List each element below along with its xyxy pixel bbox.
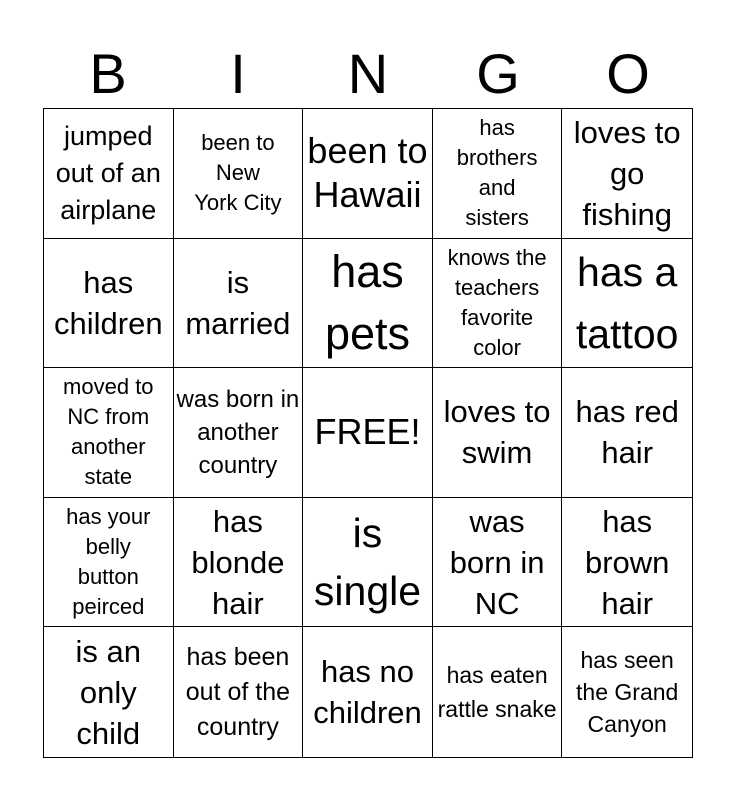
bingo-cell[interactable] [562, 368, 692, 498]
bingo-header [43, 42, 693, 106]
bingo-cell[interactable] [562, 627, 692, 757]
cell-text: jumped out of an airplane [55, 120, 161, 225]
cell-text: has your belly button peirced [66, 504, 151, 620]
bingo-cell[interactable] [174, 109, 304, 239]
bingo-cell[interactable] [44, 498, 174, 628]
free-space-cell[interactable] [303, 368, 433, 498]
bingo-cell[interactable] [303, 627, 433, 757]
cell-text: has pets [324, 245, 411, 359]
cell-text: has seen the Grand Canyon [576, 647, 679, 738]
cell-text: is married [185, 264, 291, 341]
cell-text: has brothers and sisters [456, 115, 538, 231]
header-letter-b: B [89, 42, 127, 105]
bingo-cell[interactable] [44, 627, 174, 757]
header-letter-n: N [347, 42, 389, 105]
cell-text: has a tattoo [575, 248, 679, 357]
cell-text: has eaten rattle snake [437, 662, 557, 723]
bingo-cell[interactable] [44, 368, 174, 498]
cell-text: has blonde hair [191, 503, 285, 621]
cell-text: loves to swim [443, 394, 551, 471]
bingo-cell[interactable] [433, 627, 563, 757]
bingo-cell[interactable] [433, 498, 563, 628]
bingo-cell[interactable] [44, 239, 174, 369]
cell-text: has no children [313, 654, 422, 731]
bingo-cell[interactable] [433, 109, 563, 239]
bingo-cell[interactable] [562, 498, 692, 628]
bingo-cell[interactable] [174, 627, 304, 757]
cell-text: knows the teachers favorite color [447, 244, 547, 360]
bingo-cell[interactable] [433, 368, 563, 498]
bingo-cell[interactable] [303, 109, 433, 239]
cell-text: has brown hair [584, 503, 670, 621]
bingo-cell[interactable] [303, 498, 433, 628]
bingo-cell[interactable] [174, 498, 304, 628]
cell-text: moved to NC from another state [63, 374, 154, 490]
bingo-grid [43, 108, 693, 758]
cell-text: is an only child [75, 633, 142, 751]
cell-text: has been out of the country [185, 642, 291, 741]
bingo-cell[interactable] [433, 239, 563, 369]
bingo-cell[interactable] [44, 109, 174, 239]
header-letter-g: G [476, 42, 520, 105]
cell-text: was born in another country [176, 385, 300, 479]
bingo-cell[interactable] [562, 239, 692, 369]
cell-text: was born in NC [449, 503, 545, 621]
cell-text: has children [54, 264, 163, 341]
bingo-cell[interactable] [562, 109, 692, 239]
header-letter-o: O [606, 42, 650, 105]
cell-text: loves to go fishing [573, 114, 681, 232]
cell-text: is single [313, 510, 422, 615]
cell-text: has red hair [575, 394, 679, 471]
cell-text: been to New York City [194, 130, 282, 216]
cell-text: been to Hawaii [307, 130, 428, 216]
bingo-cell[interactable] [174, 368, 304, 498]
header-letter-i: I [230, 42, 246, 105]
bingo-cell[interactable] [303, 239, 433, 369]
cell-text: FREE! [314, 411, 421, 453]
bingo-cell[interactable] [174, 239, 304, 369]
